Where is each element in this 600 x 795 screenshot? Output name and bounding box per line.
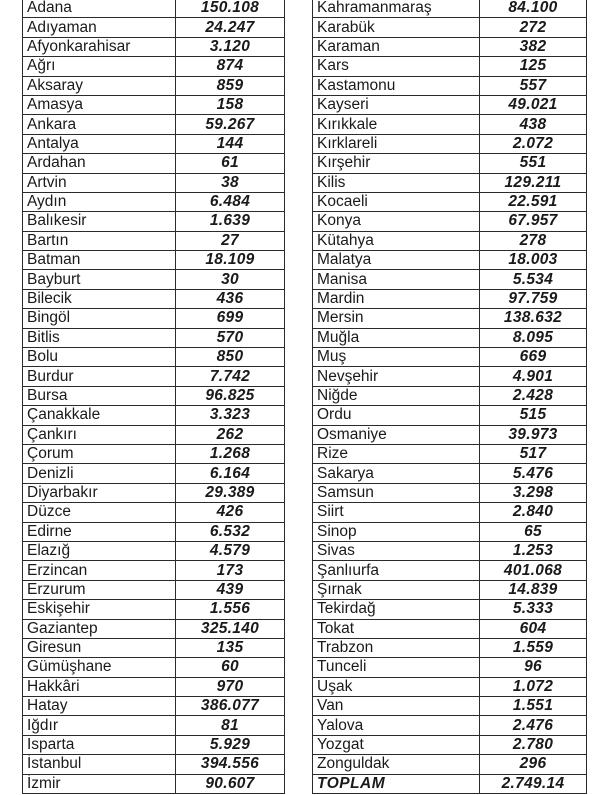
province-value: 2.780	[480, 735, 587, 754]
province-value: 5.929	[176, 735, 285, 754]
province-value: 4.901	[480, 367, 587, 386]
province-table-left	[22, 0, 285, 794]
province-value: 30	[176, 270, 285, 289]
province-value: 49.021	[480, 95, 587, 114]
table-row	[313, 580, 587, 599]
table-row	[313, 541, 587, 560]
table-row	[313, 18, 587, 37]
province-name: Tokat	[313, 619, 480, 638]
province-value: 96	[480, 658, 587, 677]
province-name: Ordu	[313, 406, 480, 425]
province-name: Bayburt	[23, 270, 176, 289]
table-row	[313, 348, 587, 367]
province-name: Eskişehir	[23, 600, 176, 619]
province-value: 1.268	[176, 444, 285, 463]
province-name: Adıyaman	[23, 18, 176, 37]
table-row	[313, 638, 587, 657]
province-name: Samsun	[313, 483, 480, 502]
table-row	[313, 697, 587, 716]
table-row	[313, 425, 587, 444]
province-name: Batman	[23, 251, 176, 270]
province-value: 438	[480, 115, 587, 134]
province-value: 2.072	[480, 134, 587, 153]
province-value: 129.211	[480, 173, 587, 192]
province-name: Burdur	[23, 367, 176, 386]
table-row	[23, 18, 285, 37]
table-row	[23, 425, 285, 444]
province-value: 325.140	[176, 619, 285, 638]
table-row	[313, 406, 587, 425]
province-name: Sinop	[313, 522, 480, 541]
province-value: 138.632	[480, 309, 587, 328]
table-row	[23, 464, 285, 483]
table-row	[23, 483, 285, 502]
province-value: 5.333	[480, 600, 587, 619]
province-value: 18.109	[176, 251, 285, 270]
province-value: 557	[480, 76, 587, 95]
table-row	[23, 328, 285, 347]
table-row	[23, 561, 285, 580]
province-name: Ağrı	[23, 57, 176, 76]
province-value: 18.003	[480, 251, 587, 270]
province-name: Bursa	[23, 386, 176, 405]
table-row	[23, 406, 285, 425]
province-name: Kütahya	[313, 231, 480, 250]
table-row	[23, 580, 285, 599]
province-name: Nevşehir	[313, 367, 480, 386]
province-value: 6.532	[176, 522, 285, 541]
province-value: 150.108	[176, 0, 285, 18]
province-value: 6.164	[176, 464, 285, 483]
province-value: 2.840	[480, 503, 587, 522]
province-value: 97.759	[480, 289, 587, 308]
province-value: 426	[176, 503, 285, 522]
table-row	[23, 600, 285, 619]
province-name: Şırnak	[313, 580, 480, 599]
table-row	[23, 289, 285, 308]
province-name: Aksaray	[23, 76, 176, 95]
province-value: 22.591	[480, 192, 587, 211]
table-row	[23, 619, 285, 638]
province-name: Yozgat	[313, 735, 480, 754]
table-row	[313, 600, 587, 619]
province-name: Aydın	[23, 192, 176, 211]
table-row	[313, 231, 587, 250]
table-row	[23, 231, 285, 250]
table-row	[313, 483, 587, 502]
table-row	[23, 697, 285, 716]
table-row	[313, 619, 587, 638]
table-row	[23, 774, 285, 793]
province-name: Van	[313, 697, 480, 716]
table-row	[313, 173, 587, 192]
table-row	[313, 134, 587, 153]
province-value: 386.077	[176, 697, 285, 716]
province-value: 3.298	[480, 483, 587, 502]
table-row	[313, 76, 587, 95]
province-name: Kırıkkale	[313, 115, 480, 134]
province-name: Mardin	[313, 289, 480, 308]
province-name: Kilis	[313, 173, 480, 192]
table-row	[23, 251, 285, 270]
province-name: Siirt	[313, 503, 480, 522]
province-value: 84.100	[480, 0, 587, 18]
province-value: 1.559	[480, 638, 587, 657]
province-name: Sivas	[313, 541, 480, 560]
table-row	[313, 735, 587, 754]
province-name: Giresun	[23, 638, 176, 657]
table-row	[23, 755, 285, 774]
table-row	[23, 57, 285, 76]
province-name: Rize	[313, 444, 480, 463]
table-row	[313, 212, 587, 231]
province-name: Kocaeli	[313, 192, 480, 211]
province-value: 669	[480, 348, 587, 367]
province-value: 60	[176, 658, 285, 677]
province-value: 90.607	[176, 774, 285, 793]
province-value: 61	[176, 154, 285, 173]
province-value: 296	[480, 755, 587, 774]
province-name: Hakkâri	[23, 677, 176, 696]
table-row	[313, 270, 587, 289]
province-name: Bingöl	[23, 309, 176, 328]
province-name: Afyonkarahisar	[23, 37, 176, 56]
table-row	[23, 192, 285, 211]
province-name: Bartın	[23, 231, 176, 250]
province-name: Karabük	[313, 18, 480, 37]
total-value: 2.749.14	[480, 774, 587, 793]
province-value: 1.253	[480, 541, 587, 560]
table-row	[23, 76, 285, 95]
province-value: 96.825	[176, 386, 285, 405]
province-name: Manisa	[313, 270, 480, 289]
table-row	[23, 522, 285, 541]
province-value: 65	[480, 522, 587, 541]
province-name: İstanbul	[23, 755, 176, 774]
table-row	[313, 658, 587, 677]
table-row	[313, 755, 587, 774]
province-value: 1.639	[176, 212, 285, 231]
province-value: 2.428	[480, 386, 587, 405]
table-row	[313, 0, 587, 18]
province-name: Uşak	[313, 677, 480, 696]
province-value: 125	[480, 57, 587, 76]
province-name: Karaman	[313, 37, 480, 56]
province-value: 7.742	[176, 367, 285, 386]
total-row	[313, 774, 587, 793]
province-name: Denizli	[23, 464, 176, 483]
province-value: 158	[176, 95, 285, 114]
province-value: 439	[176, 580, 285, 599]
province-value: 699	[176, 309, 285, 328]
province-name: Antalya	[23, 134, 176, 153]
province-name: Tekirdağ	[313, 600, 480, 619]
province-name: Çorum	[23, 444, 176, 463]
province-name: İzmir	[23, 774, 176, 793]
table-row	[23, 0, 285, 18]
table-row	[23, 154, 285, 173]
province-value: 38	[176, 173, 285, 192]
province-name: Ankara	[23, 115, 176, 134]
table-row	[23, 134, 285, 153]
province-name: Artvin	[23, 173, 176, 192]
province-name: Iğdır	[23, 716, 176, 735]
province-value: 401.068	[480, 561, 587, 580]
table-row	[313, 115, 587, 134]
province-name: Yalova	[313, 716, 480, 735]
province-value: 5.534	[480, 270, 587, 289]
table-row	[313, 154, 587, 173]
province-value: 59.267	[176, 115, 285, 134]
province-value: 859	[176, 76, 285, 95]
province-value: 394.556	[176, 755, 285, 774]
province-name: Muş	[313, 348, 480, 367]
province-value: 6.484	[176, 192, 285, 211]
province-name: Sakarya	[313, 464, 480, 483]
province-value: 515	[480, 406, 587, 425]
table-row	[313, 309, 587, 328]
province-table-right	[312, 0, 587, 794]
province-name: Kırşehir	[313, 154, 480, 173]
province-name: Diyarbakır	[23, 483, 176, 502]
province-value: 144	[176, 134, 285, 153]
table-row	[23, 173, 285, 192]
province-name: Malatya	[313, 251, 480, 270]
province-value: 24.247	[176, 18, 285, 37]
province-value: 436	[176, 289, 285, 308]
province-value: 382	[480, 37, 587, 56]
province-value: 850	[176, 348, 285, 367]
province-name: Amasya	[23, 95, 176, 114]
table-row	[313, 251, 587, 270]
table-row	[23, 503, 285, 522]
province-value: 2.476	[480, 716, 587, 735]
province-name: Kastamonu	[313, 76, 480, 95]
province-value: 1.072	[480, 677, 587, 696]
province-name: Muğla	[313, 328, 480, 347]
province-name: Isparta	[23, 735, 176, 754]
province-value: 8.095	[480, 328, 587, 347]
province-value: 5.476	[480, 464, 587, 483]
table-row	[313, 464, 587, 483]
table-row	[313, 561, 587, 580]
province-value: 39.973	[480, 425, 587, 444]
province-value: 3.323	[176, 406, 285, 425]
province-value: 1.551	[480, 697, 587, 716]
province-name: Çanakkale	[23, 406, 176, 425]
table-row	[23, 212, 285, 231]
province-name: Kars	[313, 57, 480, 76]
table-row	[23, 541, 285, 560]
province-name: Kahramanmaraş	[313, 0, 480, 18]
table-row	[23, 270, 285, 289]
province-name: Bilecik	[23, 289, 176, 308]
province-name: Gümüşhane	[23, 658, 176, 677]
table-row	[313, 57, 587, 76]
province-name: Zonguldak	[313, 755, 480, 774]
province-name: Konya	[313, 212, 480, 231]
province-value: 874	[176, 57, 285, 76]
province-value: 67.957	[480, 212, 587, 231]
province-value: 517	[480, 444, 587, 463]
table-row	[313, 444, 587, 463]
table-row	[23, 638, 285, 657]
table-row	[23, 735, 285, 754]
province-name: Şanlıurfa	[313, 561, 480, 580]
province-value: 29.389	[176, 483, 285, 502]
province-name: Kayseri	[313, 95, 480, 114]
table-row	[313, 367, 587, 386]
province-value: 970	[176, 677, 285, 696]
province-value: 570	[176, 328, 285, 347]
table-row	[23, 677, 285, 696]
table-row	[313, 95, 587, 114]
province-value: 4.579	[176, 541, 285, 560]
table-row	[313, 386, 587, 405]
province-name: Tunceli	[313, 658, 480, 677]
table-row	[23, 444, 285, 463]
table-row	[313, 522, 587, 541]
table-row	[23, 386, 285, 405]
province-name: Bolu	[23, 348, 176, 367]
table-row	[313, 192, 587, 211]
province-name: Elazığ	[23, 541, 176, 560]
province-name: Adana	[23, 0, 176, 18]
province-name: Erzurum	[23, 580, 176, 599]
table-row	[23, 716, 285, 735]
total-label: TOPLAM	[313, 774, 480, 793]
province-name: Erzincan	[23, 561, 176, 580]
province-name: Gaziantep	[23, 619, 176, 638]
table-row	[23, 309, 285, 328]
province-value: 135	[176, 638, 285, 657]
table-row	[23, 37, 285, 56]
province-name: Niğde	[313, 386, 480, 405]
province-value: 27	[176, 231, 285, 250]
province-name: Düzce	[23, 503, 176, 522]
province-value: 14.839	[480, 580, 587, 599]
province-value: 278	[480, 231, 587, 250]
province-value: 604	[480, 619, 587, 638]
province-value: 262	[176, 425, 285, 444]
province-name: Mersin	[313, 309, 480, 328]
table-row	[313, 503, 587, 522]
province-value: 81	[176, 716, 285, 735]
province-name: Kırklareli	[313, 134, 480, 153]
table-row	[313, 328, 587, 347]
province-value: 173	[176, 561, 285, 580]
table-row	[23, 348, 285, 367]
table-row	[23, 95, 285, 114]
table-row	[23, 658, 285, 677]
province-value: 3.120	[176, 37, 285, 56]
table-row	[313, 37, 587, 56]
province-name: Bitlis	[23, 328, 176, 347]
province-value: 1.556	[176, 600, 285, 619]
table-row	[313, 289, 587, 308]
province-value: 272	[480, 18, 587, 37]
table-row	[313, 716, 587, 735]
province-name: Edirne	[23, 522, 176, 541]
province-name: Balıkesir	[23, 212, 176, 231]
province-name: Osmaniye	[313, 425, 480, 444]
province-name: Hatay	[23, 697, 176, 716]
table-row	[23, 367, 285, 386]
table-row	[313, 677, 587, 696]
province-name: Ardahan	[23, 154, 176, 173]
province-name: Çankırı	[23, 425, 176, 444]
table-row	[23, 115, 285, 134]
province-value: 551	[480, 154, 587, 173]
province-name: Trabzon	[313, 638, 480, 657]
